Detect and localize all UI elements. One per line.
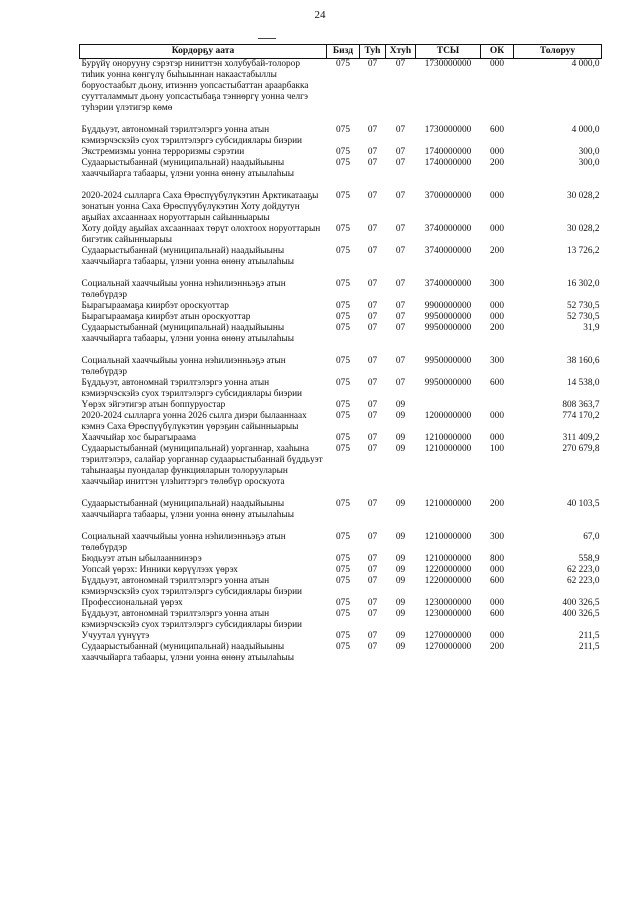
row-htuh: 09: [395, 411, 406, 421]
row-tuh: 07: [367, 301, 378, 311]
row-bizd: 075: [336, 576, 350, 586]
row-amount: 16 302,0: [566, 279, 600, 289]
row-name: Бүддьуэт, автономнай тэрилтэлэргэ уонна атын кэмиэрчэскэйэ суох тэрилтэлэргэ субсидиялары биэрии: [81, 125, 303, 146]
row-amount: 52 730,5: [566, 312, 600, 322]
row-htuh: 09: [395, 554, 406, 564]
table-row: [80, 356, 602, 378]
row-tsy: 3740000000: [424, 224, 472, 234]
table-row: [80, 378, 602, 400]
row-tsy: 1220000000: [424, 576, 472, 586]
row-tsy: 1220000000: [424, 565, 472, 575]
row-amount: 400 326,5: [562, 598, 600, 608]
row-tuh: 07: [367, 279, 378, 289]
row-tsy: 1730000000: [424, 59, 472, 69]
row-tsy: 1270000000: [424, 631, 472, 641]
row-amount: 38 160,6: [566, 356, 600, 366]
row-ok: 000: [490, 433, 504, 443]
row-amount: 311 409,2: [562, 433, 600, 443]
row-ok: 600: [490, 378, 504, 388]
row-amount: 62 223,0: [566, 565, 600, 575]
row-tuh: 07: [367, 323, 378, 333]
table-row: [80, 147, 602, 158]
header-dash: [258, 38, 276, 39]
row-name: Судаарыстыбаннай (муниципальнай) наадыйыыны хааччыйарга табаары, үлэни уонна өнөну атыылаһыы: [81, 499, 294, 520]
row-htuh: 09: [395, 609, 406, 619]
row-amount: 270 679,8: [562, 444, 600, 454]
row-tsy: 1270000000: [424, 642, 472, 652]
row-htuh: 07: [395, 59, 406, 69]
table-row: [80, 609, 602, 631]
row-bizd: 075: [336, 125, 350, 135]
row-name: Судаарыстыбаннай (муниципальнай) наадыйыыны хааччыйарга табаары, үлэни уонна өнөну атыылаһыы: [81, 323, 294, 344]
row-name: Хоту дойду аҕыйах ахсааннаах төрүт олохтоох норуоттарын бигэтик сайынныарыы: [81, 224, 321, 245]
row-htuh: 09: [395, 565, 406, 575]
row-ok: [481, 400, 514, 411]
table-row: [80, 631, 602, 642]
row-ok: 000: [490, 59, 504, 69]
row-htuh: 09: [395, 631, 406, 641]
row-htuh: 07: [395, 356, 406, 366]
row-ok: 200: [490, 642, 504, 652]
row-bizd: 075: [336, 642, 350, 652]
row-tuh: 07: [367, 576, 378, 586]
row-tuh: 07: [367, 499, 378, 509]
header-htuh: Хтуһ: [386, 45, 416, 59]
row-ok: 300: [490, 356, 504, 366]
row-htuh: 07: [395, 246, 406, 256]
row-name: Судаарыстыбаннай (муниципальнай) уорганнар, хааһына тэрилтэлэрэ, салайар уорганнар судаарыстыбаннай бүддьуэт таһынааҕы пуондалар функцияларын толорууларын хааччыйар иниттэн үлэһиттэргэ төлөбүр ороскуота: [81, 444, 323, 487]
row-name: Үөрэх эйгэтигэр атын боппуруостар: [81, 400, 226, 410]
row-ok: 200: [490, 499, 504, 509]
row-ok: 000: [490, 301, 504, 311]
row-name: Бюдьуэт атын ыбылааннинэрэ: [81, 554, 202, 564]
row-htuh: 09: [395, 444, 406, 454]
row-amount: 52 730,5: [566, 301, 600, 311]
row-tsy: 1740000000: [424, 158, 472, 168]
row-htuh: 09: [395, 499, 406, 509]
row-bizd: 075: [336, 224, 350, 234]
row-name: Бырагыраамаҕа киирбэт атын ороскуоттар: [81, 312, 251, 322]
row-tuh: 07: [367, 433, 378, 443]
row-ok: 000: [490, 598, 504, 608]
row-ok: 600: [490, 125, 504, 135]
row-tsy: 1230000000: [424, 598, 472, 608]
row-tuh: 07: [367, 356, 378, 366]
row-tuh: 07: [367, 411, 378, 421]
header-ok: ОК: [481, 45, 514, 59]
row-name: Социальнай хааччыйыы уонна нэһилиэнньэҕэ атын төлөбүрдэр: [81, 532, 286, 553]
header-tsy: ТСЫ: [416, 45, 481, 59]
row-bizd: 075: [336, 598, 350, 608]
row-bizd: 075: [336, 565, 350, 575]
row-tsy: 1200000000: [424, 411, 472, 421]
row-tsy: 9950000000: [424, 323, 472, 333]
row-htuh: 09: [395, 532, 406, 542]
row-name: Социальнай хааччыйыы уонна нэһилиэнньэҕэ атын төлөбүрдэр: [81, 356, 286, 377]
row-ok: 100: [490, 444, 504, 454]
row-bizd: 075: [336, 631, 350, 641]
row-ok: 300: [490, 532, 504, 542]
row-bizd: 075: [336, 433, 350, 443]
row-name: Экстремизмы уонна терроризмы сэрэтии: [81, 147, 245, 157]
row-htuh: 07: [395, 224, 406, 234]
row-amount: 558,9: [578, 554, 600, 564]
row-name: Уопсай үөрэх: Инники көрүүлээх үөрэх: [81, 565, 238, 575]
row-tuh: 07: [367, 400, 378, 410]
row-amount: 300,0: [578, 147, 600, 157]
row-amount: 13 726,2: [566, 246, 600, 256]
row-bizd: 075: [336, 400, 350, 410]
row-bizd: 075: [336, 356, 350, 366]
row-htuh: 09: [395, 433, 406, 443]
row-bizd: 075: [336, 609, 350, 619]
row-bizd: 075: [336, 532, 350, 542]
row-tuh: 07: [367, 642, 378, 652]
row-htuh: 09: [395, 576, 406, 586]
row-amount: 62 223,0: [566, 576, 600, 586]
table-row: [80, 598, 602, 609]
table-row: [80, 642, 602, 664]
table-row: [80, 191, 602, 224]
row-name: 2020-2024 сылларга Саха Өрөспүүбүлүкэтин Арктикатааҕы зонатын уонна Саха Өрөспүүбүлүкэтин Хоту дойдутун аҕыйах ахсааннаах норуоттарын сайынныарыы: [81, 191, 319, 223]
row-tuh: 07: [367, 444, 378, 454]
table-body: [80, 59, 602, 665]
row-ok: 000: [490, 147, 504, 157]
row-htuh: 07: [395, 323, 406, 333]
row-ok: 000: [490, 565, 504, 575]
row-amount: 4 000,0: [571, 125, 600, 135]
table-row: [80, 224, 602, 246]
row-tsy: 1230000000: [424, 609, 472, 619]
row-name: Хааччыйар хос бырагыраама: [81, 433, 197, 443]
row-tsy: 3740000000: [424, 279, 472, 289]
header-bizd: Бизд: [327, 45, 360, 59]
row-ok: 200: [490, 246, 504, 256]
row-bizd: 075: [336, 158, 350, 168]
table-header: [80, 45, 602, 59]
row-amount: 31,9: [583, 323, 600, 333]
row-bizd: 075: [336, 499, 350, 509]
table-row: [80, 576, 602, 598]
row-tsy: 9900000000: [424, 301, 472, 311]
row-name: Бүддьуэт, автономнай тэрилтэлэргэ уонна атын кэмиэрчэскэйэ суох тэрилтэлэргэ субсидиялары биэрии: [81, 576, 303, 597]
row-tuh: 07: [367, 554, 378, 564]
row-tuh: 07: [367, 631, 378, 641]
row-amount: 14 538,0: [566, 378, 600, 388]
row-bizd: 075: [336, 147, 350, 157]
table-row: [80, 400, 602, 411]
row-ok: 000: [490, 411, 504, 421]
row-name: Судаарыстыбаннай (муниципальнай) наадыйыыны хааччыйарга табаары, үлэни уонна өнөну атыылаһыы: [81, 158, 294, 179]
row-amount: 808 363,7: [562, 400, 600, 410]
row-tsy: 1730000000: [424, 125, 472, 135]
row-htuh: 07: [395, 147, 406, 157]
row-ok: 600: [490, 576, 504, 586]
table-row: [80, 411, 602, 433]
row-htuh: 07: [395, 158, 406, 168]
row-tsy: 1210000000: [424, 444, 472, 454]
table-row: [80, 312, 602, 323]
row-bizd: 075: [336, 279, 350, 289]
row-tuh: 07: [367, 158, 378, 168]
row-amount: 211,5: [578, 642, 600, 652]
row-tuh: 07: [367, 147, 378, 157]
row-tuh: 07: [367, 609, 378, 619]
page-number: 24: [314, 9, 326, 21]
row-htuh: 07: [395, 191, 406, 201]
row-htuh: 09: [395, 400, 406, 410]
row-name: Судаарыстыбаннай (муниципальнай) наадыйыыны хааччыйарга табаары, үлэни уонна өнөну атыылаһыы: [81, 246, 294, 267]
row-name: Учуутал үүнүүтэ: [81, 631, 150, 641]
row-tsy: 1210000000: [424, 433, 472, 443]
row-htuh: 09: [395, 598, 406, 608]
table-row: [80, 279, 602, 301]
row-tuh: 07: [367, 598, 378, 608]
row-ok: 300: [490, 279, 504, 289]
row-bizd: 075: [336, 323, 350, 333]
budget-table: [79, 44, 602, 664]
row-name: Социальнай хааччыйыы уонна нэһилиэнньэҕэ атын төлөбүрдэр: [81, 279, 286, 300]
table-row: [80, 323, 602, 356]
table-row: [80, 246, 602, 279]
row-tuh: 07: [367, 191, 378, 201]
row-tsy: 1210000000: [424, 532, 472, 542]
header-name: Кордорҕу аата: [80, 45, 327, 59]
row-tuh: 07: [367, 378, 378, 388]
row-tuh: 07: [367, 246, 378, 256]
row-name: Бүддьуэт, автономнай тэрилтэлэргэ уонна атын кэмиэрчэскэйэ суох тэрилтэлэргэ субсидиялары биэрии: [81, 378, 303, 399]
row-tsy: 9950000000: [424, 356, 472, 366]
row-ok: 000: [490, 631, 504, 641]
table-row: [80, 565, 602, 576]
row-htuh: 07: [395, 378, 406, 388]
row-ok: 000: [490, 224, 504, 234]
table-row: [80, 59, 602, 126]
table-row: [80, 125, 602, 147]
row-bizd: 075: [336, 191, 350, 201]
row-name: Бырагыраамаҕа киирбэт ороскуоттар: [81, 301, 229, 311]
row-tsy: 3740000000: [424, 246, 472, 256]
row-htuh: 07: [395, 312, 406, 322]
row-ok: 600: [490, 609, 504, 619]
header-amount: Толоруу: [514, 45, 602, 59]
row-amount: 400 326,5: [562, 609, 600, 619]
row-htuh: 07: [395, 301, 406, 311]
row-amount: 774 170,2: [562, 411, 600, 421]
table-row: [80, 433, 602, 444]
row-tuh: 07: [367, 565, 378, 575]
row-tsy: 3700000000: [424, 191, 472, 201]
row-bizd: 075: [336, 59, 350, 69]
row-tuh: 07: [367, 59, 378, 69]
row-tsy: 9950000000: [424, 378, 472, 388]
row-bizd: 075: [336, 246, 350, 256]
table-row: [80, 158, 602, 191]
row-tsy: 9950000000: [424, 312, 472, 322]
row-name: Бүддьуэт, автономнай тэрилтэлэргэ уонна атын кэмиэрчэскэйэ суох тэрилтэлэргэ субсидиялары биэрии: [81, 609, 303, 630]
row-name: Профессиональнай үөрэх: [81, 598, 183, 608]
row-amount: 30 028,2: [566, 191, 600, 201]
row-tsy: [416, 400, 481, 411]
table-row: [80, 301, 602, 312]
row-tuh: 07: [367, 532, 378, 542]
row-htuh: 07: [395, 279, 406, 289]
row-ok: 200: [490, 323, 504, 333]
row-bizd: 075: [336, 554, 350, 564]
row-bizd: 075: [336, 301, 350, 311]
row-ok: 000: [490, 191, 504, 201]
row-bizd: 075: [336, 378, 350, 388]
row-name: Бурүйү онорууну сэрэтэр ниниттэн холубубай-толорор тиһик уонна көнгүлү быһыыннан накаастабыллы боруостаабыт дьону, итиэннэ уопсастыбаттан араарбакка суутталаммыт дьону уопсастыбаҕа тэннөргү уонна челгэ туһэрии үлэтигэр көмө: [81, 59, 309, 113]
row-amount: 300,0: [578, 158, 600, 168]
row-ok: 800: [490, 554, 504, 564]
header-tuh: Туһ: [360, 45, 386, 59]
table-row: [80, 444, 602, 499]
row-tuh: 07: [367, 125, 378, 135]
row-amount: 4 000,0: [571, 59, 600, 69]
row-amount: 211,5: [578, 631, 600, 641]
row-ok: 200: [490, 158, 504, 168]
row-bizd: 075: [336, 312, 350, 322]
row-name: Судаарыстыбаннай (муниципальнай) наадыйыыны хааччыйарга табаары, үлэни уонна өнөну атыылаһыы: [81, 642, 294, 663]
row-amount: 67,0: [583, 532, 600, 542]
table-row: [80, 532, 602, 554]
table-row: [80, 499, 602, 532]
row-tuh: 07: [367, 312, 378, 322]
row-bizd: 075: [336, 444, 350, 454]
row-htuh: 07: [395, 125, 406, 135]
row-tsy: 1740000000: [424, 147, 472, 157]
row-amount: 40 103,5: [566, 499, 600, 509]
table-row: [80, 554, 602, 565]
row-htuh: 09: [395, 642, 406, 652]
row-ok: 000: [490, 312, 504, 322]
row-name: 2020-2024 сылларга уонна 2026 сылга диэри былааннаах кэмнэ Саха Өрөспүүбүлүкэтин үөрэҕин сайынныарыы: [81, 411, 307, 432]
row-tsy: 1210000000: [424, 499, 472, 509]
row-bizd: 075: [336, 411, 350, 421]
row-tuh: 07: [367, 224, 378, 234]
row-amount: 30 028,2: [566, 224, 600, 234]
row-tsy: 1210000000: [424, 554, 472, 564]
